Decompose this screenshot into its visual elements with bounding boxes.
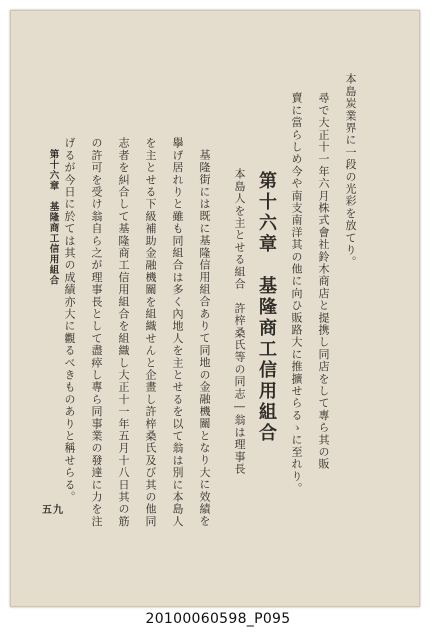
book-page bbox=[10, 10, 420, 607]
text-column: の許可を受け翁自ら之が理事長として盡瘁し專ら同事業の發達に力を注 bbox=[90, 137, 103, 528]
running-head: 第十六章 基隆商工信用組合 bbox=[47, 149, 59, 286]
text-column: 志者を糾合して基隆商工信用組合を組織し大正十一年五月十八日其の筋 bbox=[117, 137, 130, 528]
chapter-subtitle: 本島人を主とせる組合 許梓桑氏等の同志―翁は理事長 bbox=[233, 168, 246, 475]
text-column: 擧げ居れりと雖も同組合は多く內地人を主とせるを以て翁は別に本島人 bbox=[171, 137, 184, 528]
text-column: 尋で大正十一年六月株式會社鈴木商店と提携し同店をして專ら其の販 bbox=[317, 92, 330, 471]
image-caption: 20100060598_P095 bbox=[145, 611, 291, 627]
page-number: 五九 bbox=[42, 505, 64, 516]
text-column: 本島炭業界に一段の光彩を放てり。 bbox=[344, 73, 357, 269]
text-column: げるが今日に於ては其の成績亦大に觀るべきものありと稱せらる。 bbox=[63, 137, 76, 503]
chapter-title: 第十六章 基隆商工信用組合 bbox=[256, 171, 277, 444]
text-column: 賣に當らしめ今や南支南洋其の他に向ひ販路大に推擴せらるゝに至れり。 bbox=[290, 92, 303, 495]
text-column: を主とせる下級補助金融機關を組織せんと企畫し許梓桑氏及び其の他同 bbox=[144, 137, 157, 528]
text-column: 基隆街には既に基隆信用組合ありて同地の金融機關となり大に效績を bbox=[198, 149, 211, 528]
